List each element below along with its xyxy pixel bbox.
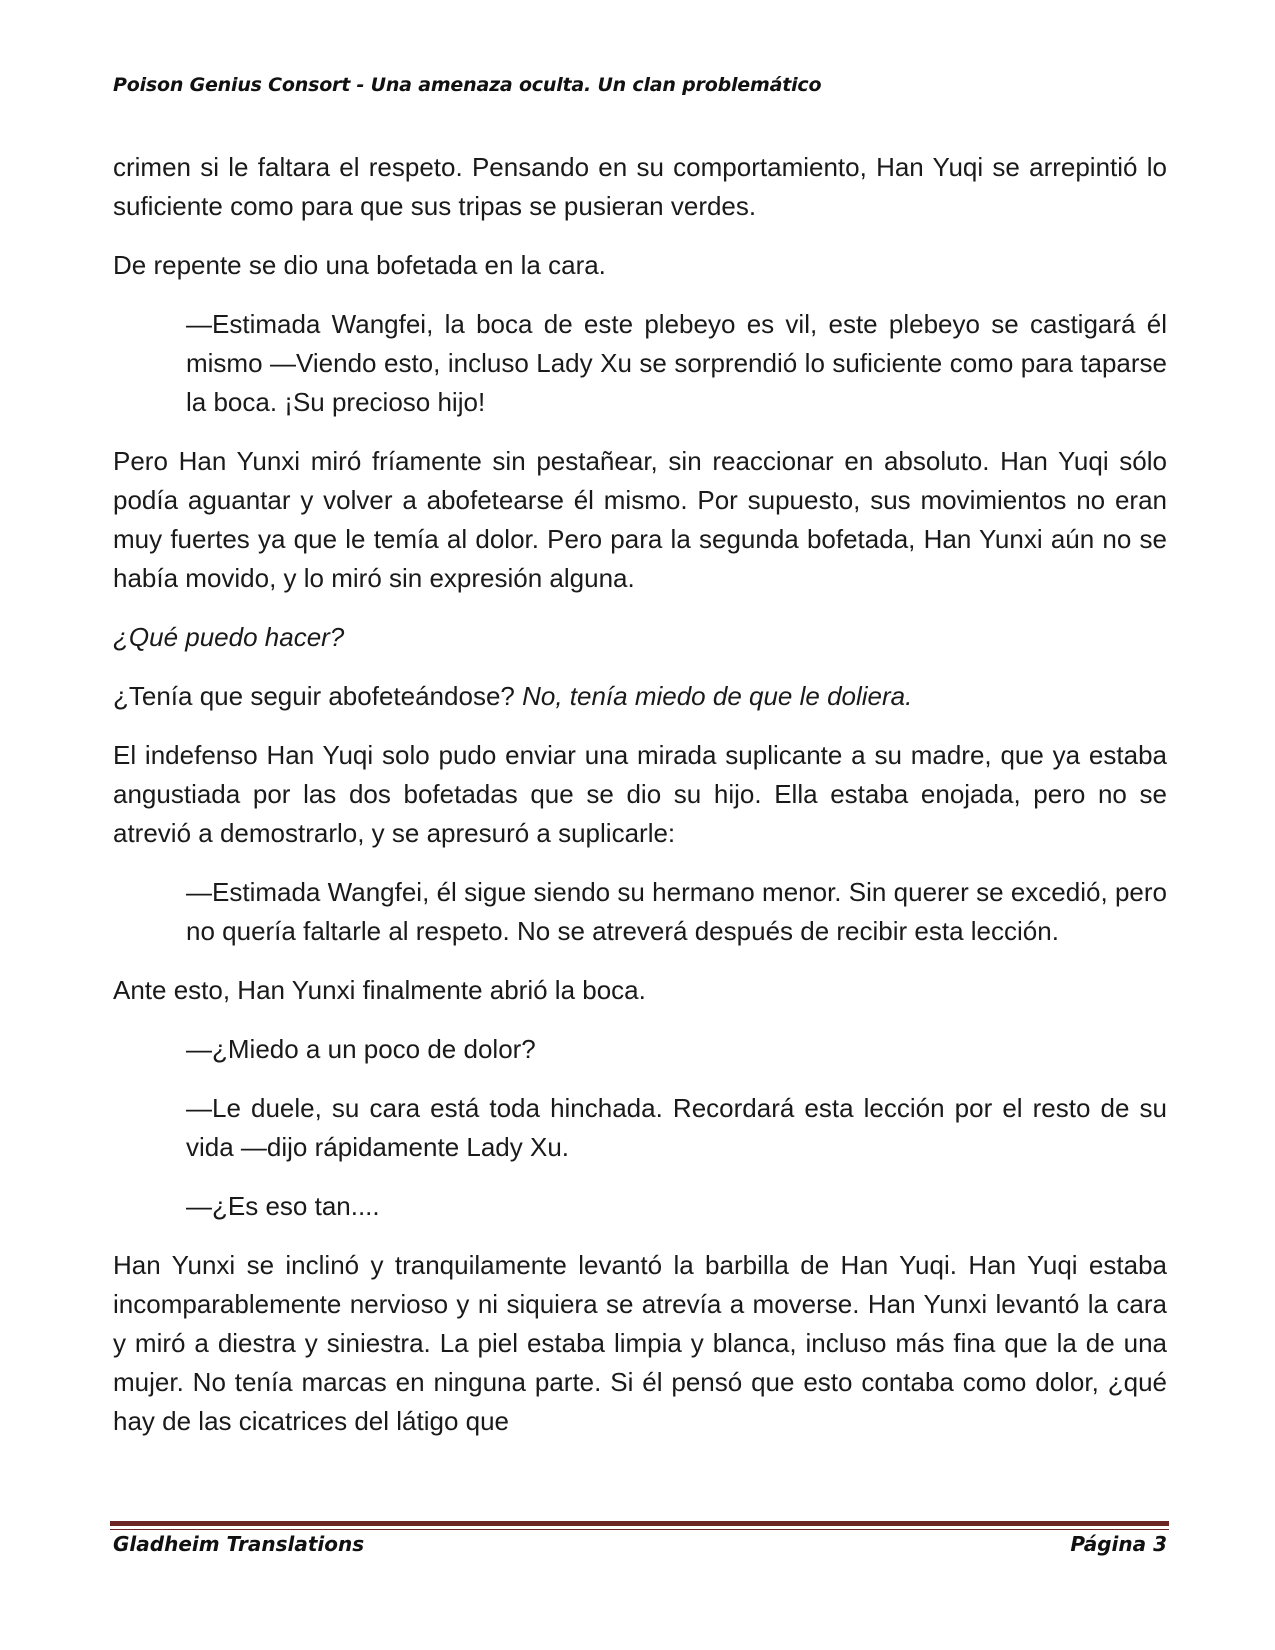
paragraph-text: ¿Tenía que seguir abofeteándose? [113, 681, 523, 711]
paragraph: crimen si le faltara el respeto. Pensando en su comportamiento, Han Yuqi se arrepintió lo suficiente como para que sus tripas se pusieran verdes. [113, 152, 1167, 221]
thought-paragraph: ¿Qué puedo hacer? [113, 622, 345, 652]
paragraph: Pero Han Yunxi miró fríamente sin pestañear, sin reaccionar en absoluto. Han Yuqi sólo podía aguantar y volver a abofetearse él mismo. Por supuesto, sus movimientos no eran muy fuertes ya que le temía al dolor. Pero para la segunda bofetada, Han Yunxi aún no se había movido, y lo miró sin expresión alguna. [113, 446, 1167, 593]
page-header: Poison Genius Consort - Una amenaza oculta. Un clan problemático [113, 74, 822, 96]
footer-rule-thin [110, 1529, 1169, 1530]
dialogue-paragraph: —¿Miedo a un poco de dolor? [186, 1034, 536, 1064]
paragraph: El indefenso Han Yuqi solo pudo enviar una mirada suplicante a su madre, que ya estaba angustiada por las dos bofetadas que se dio su hijo. Ella estaba enojada, pero no se atrevió a demostrarlo, y se apresuró a suplicarle: [113, 740, 1167, 848]
dialogue-paragraph: —Le duele, su cara está toda hinchada. Recordará esta lección por el resto de su vida —dijo rápidamente Lady Xu. [186, 1093, 1167, 1162]
dialogue-paragraph: —Estimada Wangfei, él sigue siendo su hermano menor. Sin querer se excedió, pero no quería faltarle al respeto. No se atreverá después de recibir esta lección. [186, 877, 1167, 946]
footer-rule [110, 1521, 1169, 1526]
paragraph [113, 677, 1167, 716]
page-number: Página 3 [1070, 1532, 1167, 1556]
paragraph: De repente se dio una bofetada en la cara. [113, 250, 606, 280]
footer-credit: Gladheim Translations [113, 1532, 365, 1556]
document-body [113, 148, 1167, 1461]
paragraph-italic-text: No, tenía miedo de que le doliera. [522, 681, 913, 711]
paragraph: Ante esto, Han Yunxi finalmente abrió la boca. [113, 975, 646, 1005]
dialogue-paragraph: —¿Es eso tan.... [186, 1191, 380, 1221]
paragraph: Han Yunxi se inclinó y tranquilamente levantó la barbilla de Han Yuqi. Han Yuqi estaba incomparablemente nervioso y ni siquiera se atrevía a moverse. Han Yunxi levantó la cara y miró a diestra y siniestra. La piel estaba limpia y blanca, incluso más fina que la de una mujer. No tenía marcas en ninguna parte. Si él pensó que esto contaba como dolor, ¿qué hay de las cicatrices del látigo que [113, 1250, 1167, 1436]
dialogue-paragraph: —Estimada Wangfei, la boca de este plebeyo es vil, este plebeyo se castigará él mismo —Viendo esto, incluso Lady Xu se sorprendió lo suficiente como para taparse la boca. ¡Su precioso hijo! [186, 309, 1167, 417]
